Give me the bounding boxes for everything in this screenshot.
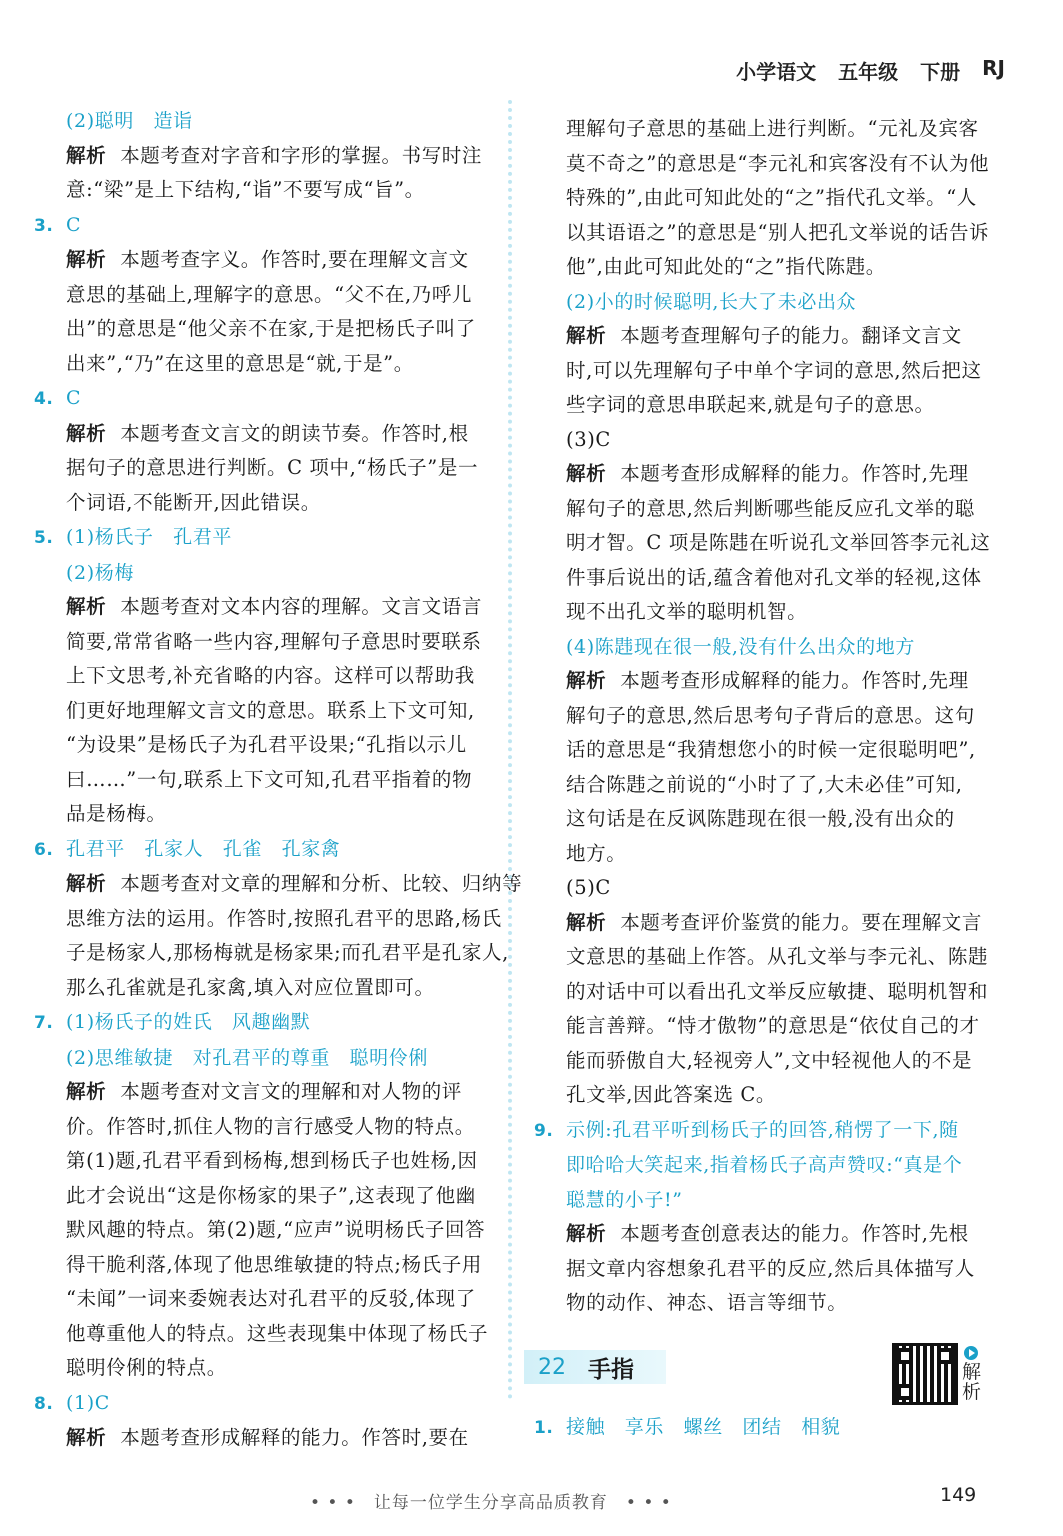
body-text: 他尊重他人的特点。这些表现集中体现了杨氏子 — [66, 1321, 489, 1345]
text-line — [30, 1317, 500, 1352]
text-line — [530, 1217, 1008, 1252]
answer-text: 即哈哈大笑起来,指着杨氏子高声赞叹:“真是个 — [566, 1154, 963, 1176]
text-line — [30, 659, 500, 694]
body-text: 这句话是在反讽陈韪现在很一般,没有出众的 — [566, 807, 955, 830]
body-text: 品是杨梅。 — [66, 802, 167, 825]
text-line — [530, 630, 1008, 665]
question-number: 5. — [34, 528, 54, 548]
qr-label: 解析 — [962, 1361, 982, 1403]
answer-text: (2)小的时候聪明,长大了未必出众 — [566, 290, 857, 313]
text-line — [530, 319, 1008, 354]
body-text: 得干脆利落,体现了他思维敏捷的特点;杨氏子用 — [66, 1252, 482, 1276]
text-line — [30, 590, 500, 625]
text-line — [530, 733, 1008, 768]
body-text: 据句子的意思进行判断。C 项中,“杨氏子”是一 — [66, 456, 479, 479]
text-line — [30, 1421, 500, 1456]
answer-text: C — [66, 387, 82, 409]
body-text: 默风趣的特点。第(2)题,“应声”说明杨氏子回答 — [66, 1218, 486, 1241]
body-text: 上下文思考,补充省略的内容。这样可以帮助我 — [66, 664, 475, 687]
text-line — [30, 278, 500, 313]
text-line — [30, 1075, 500, 1110]
body-text: 能言善辩。“恃才傲物”的意思是“依仗自己的才 — [566, 1014, 980, 1037]
text-line — [30, 208, 500, 244]
text-line — [30, 1144, 500, 1179]
text-line — [30, 139, 500, 174]
analysis-text: 本题考查对文言文的理解和对人物的评 — [120, 1080, 462, 1103]
text-line — [30, 1110, 500, 1145]
body-text: 能而骄傲自大,轻视旁人”,文中轻视他人的不是 — [566, 1048, 973, 1072]
analysis-tag: 解析 — [66, 421, 107, 445]
question-number: 1. — [534, 1418, 554, 1438]
text-line — [30, 971, 500, 1006]
page-header — [736, 56, 1005, 85]
body-text: 件事后说出的话,蕴含着他对孔文举的轻视,这体 — [566, 565, 982, 589]
text-line — [30, 1386, 500, 1422]
analysis-text: 本题考查对文章的理解和分析、比较、归纳等 — [120, 872, 523, 895]
footer-slogan: • • • 让每一位学生分享高品质教育 • • • — [310, 1493, 672, 1513]
analysis-text: 本题考查文言文的朗读节奏。作答时,根 — [120, 421, 469, 445]
text-line — [530, 1148, 1008, 1183]
body-text: 解句子的意思,然后判断哪些能反应孔文举的聪 — [566, 496, 975, 520]
body-text: 出来”,“乃”在这里的意思是“就,于是”。 — [66, 351, 414, 375]
text-line — [30, 832, 500, 868]
question-number: 3. — [34, 215, 54, 236]
text-line — [530, 768, 1008, 803]
analysis-text: 本题考查对字音和字形的掌握。书写时注 — [120, 143, 483, 167]
analysis-tag: 解析 — [566, 669, 607, 692]
header-grade: 五年级 — [838, 60, 899, 84]
header-volume: 下册 — [920, 60, 961, 84]
question-number: 4. — [34, 389, 54, 409]
text-line — [30, 381, 500, 417]
text-line — [30, 104, 500, 139]
text-line — [530, 250, 1008, 285]
body-text: 他”,由此可知此处的“之”指代陈韪。 — [566, 255, 886, 278]
text-line — [530, 940, 1008, 975]
text-line — [530, 1286, 1008, 1321]
analysis-tag: 解析 — [566, 324, 607, 347]
text-line — [530, 388, 1008, 423]
body-text: 莫不奇之”的意思是“李元礼和宾客没有不认为他 — [566, 151, 990, 175]
analysis-text: 本题考查创意表达的能力。作答时,先根 — [620, 1222, 969, 1245]
text-line — [530, 147, 1008, 182]
body-text: 结合陈韪之前说的“小时了了,大未必佳”可知, — [566, 772, 963, 796]
analysis-tag: 解析 — [566, 462, 607, 485]
analysis-text: 本题考查理解句子的能力。翻译文言文 — [620, 324, 962, 347]
answer-text: (4)陈韪现在很一般,没有什么出众的地方 — [566, 635, 915, 658]
text-line — [530, 595, 1008, 630]
answer-text: 接触 享乐 螺丝 团结 相貌 — [566, 1416, 841, 1438]
body-text: 以其语语之”的意思是“别人把孔文举说的话告诉 — [566, 220, 990, 244]
text-line — [530, 1113, 1008, 1149]
body-text: 个词语,不能断开,因此错误。 — [66, 490, 321, 514]
analysis-text: 本题考查形成解释的能力。作答时,先理 — [620, 462, 969, 485]
analysis-text: 本题考查形成解释的能力。作答时,先理 — [620, 669, 969, 692]
answer-text: 示例:孔君平听到杨氏子的回答,稍愣了一下,随 — [566, 1118, 959, 1141]
body-text: 孔文举,因此答案选 C。 — [566, 1083, 777, 1106]
text-line — [30, 694, 500, 729]
text-line — [530, 1252, 1008, 1287]
play-icon — [964, 1346, 978, 1360]
body-text: 意:“梁”是上下结构,“诣”不要写成“旨”。 — [66, 178, 425, 201]
text-line — [530, 457, 1008, 492]
body-text: 聪明伶俐的特点。 — [66, 1356, 227, 1379]
text-line — [530, 1044, 1008, 1079]
body-text: 的对话中可以看出孔文举反应敏捷、聪明机智和 — [566, 979, 989, 1003]
body-text: 现不出孔文举的聪明机智。 — [566, 600, 808, 623]
body-text: 那么孔雀就是孔家禽,填入对应位置即可。 — [66, 975, 435, 999]
body-text: 出”的意思是“他父亲不在家,于是把杨氏子叫了 — [66, 317, 476, 340]
body-text: 物的动作、神态、语言等细节。 — [566, 1291, 848, 1314]
header-subject: 小学语文 — [736, 60, 817, 84]
lesson-heading — [524, 1350, 666, 1384]
body-text: 第(1)题,孔君平看到杨梅,想到杨氏子也姓杨,因 — [66, 1149, 478, 1172]
analysis-tag: 解析 — [66, 248, 107, 271]
page-number: 149 — [940, 1484, 977, 1506]
lesson-number: 22 — [538, 1354, 566, 1380]
question-number: 6. — [34, 839, 54, 860]
text-line — [30, 936, 509, 971]
analysis-tag: 解析 — [66, 872, 107, 895]
body-text: 子是杨家人,那杨梅就是杨家果;而孔君平是孔家人, — [66, 941, 509, 964]
text-line — [530, 1183, 1008, 1218]
text-line — [30, 867, 523, 902]
analysis-text: 本题考查评价鉴赏的能力。要在理解文言 — [620, 910, 983, 934]
body-text: 明才智。C 项是陈韪在听说孔文举回答李元礼这 — [566, 531, 991, 554]
answer-text: (2)杨梅 — [66, 561, 134, 584]
text-line — [30, 417, 500, 452]
text-line — [530, 526, 1008, 561]
body-text: 理解句子意思的基础上进行判断。“元礼及宾客 — [566, 117, 979, 140]
text-line — [30, 797, 500, 832]
body-text: 思维方法的运用。作答时,按照孔君平的思路,杨氏 — [66, 906, 502, 930]
text-line — [30, 728, 500, 763]
analysis-tag: 解析 — [566, 910, 607, 934]
body-text: 些字词的意思串联起来,就是句子的意思。 — [566, 393, 935, 416]
answer-text: (1)杨氏子的姓氏 风趣幽默 — [66, 1011, 311, 1033]
text-line — [30, 173, 500, 208]
text-line — [30, 763, 500, 798]
text-line — [30, 486, 500, 521]
analysis-tag: 解析 — [66, 143, 107, 167]
text-line — [30, 243, 500, 278]
body-text: 曰……”一句,联系上下文可知,孔君平指着的物 — [66, 767, 473, 791]
text-line — [30, 1213, 500, 1248]
body-text: “为设果”是杨氏子为孔君平设果;“孔指以示儿 — [66, 733, 467, 756]
text-line — [30, 312, 500, 347]
body-text: 据文章内容想象孔君平的反应,然后具体描写人 — [566, 1256, 975, 1280]
text-line — [530, 181, 1008, 216]
body-text: 时,可以先理解句子中单个字词的意思,然后把这 — [566, 358, 982, 382]
body-text: 特殊的”,由此可知此处的“之”指代孔文举。“人 — [566, 186, 977, 209]
text-line — [530, 216, 1008, 251]
text-line — [30, 1282, 500, 1317]
text-line — [530, 975, 1008, 1010]
body-text: 价。作答时,抓住人物的言行感受人物的特点。 — [66, 1114, 475, 1138]
analysis-tag: 解析 — [566, 1222, 607, 1245]
header-edition: RJ — [982, 56, 1005, 80]
body-text: 话的意思是“我猜想您小的时候一定很聪明吧”, — [566, 738, 976, 761]
lesson-answer-1 — [530, 1410, 1046, 1446]
text-line — [30, 1179, 500, 1214]
analysis-tag: 解析 — [66, 1426, 107, 1449]
body-text: 们更好地理解文言文的意思。联系上下文可知, — [66, 698, 475, 722]
body-text: (3)C — [566, 427, 611, 451]
text-line — [30, 1351, 500, 1386]
text-line — [30, 1248, 500, 1283]
text-line — [530, 112, 1008, 147]
body-text: (5)C — [566, 876, 611, 899]
text-line — [530, 1009, 1008, 1044]
text-line — [530, 492, 1008, 527]
answer-text: (2)聪明 造诣 — [66, 110, 193, 132]
body-text: 地方。 — [566, 841, 627, 865]
text-line — [530, 664, 1008, 699]
lesson-name: 手指 — [588, 1356, 634, 1383]
answer-text: C — [66, 213, 82, 236]
analysis-text: 本题考查字义。作答时,要在理解文言文 — [120, 248, 469, 271]
analysis-tag: 解析 — [66, 595, 107, 618]
text-line — [30, 347, 500, 382]
answer-text: 孔君平 孔家人 孔雀 孔家禽 — [66, 837, 341, 860]
text-line — [30, 1005, 500, 1041]
text-line — [530, 354, 1008, 389]
answer-text: (2)思维敏捷 对孔君平的尊重 聪明伶俐 — [66, 1046, 428, 1069]
body-text: 解句子的意思,然后思考句子背后的意思。这句 — [566, 703, 975, 727]
body-text: 意思的基础上,理解字的意思。“父不在,乃呼儿 — [66, 282, 473, 306]
text-line — [30, 451, 500, 486]
text-line — [30, 520, 500, 556]
body-text: “未闻”一词来委婉表达对孔君平的反驳,体现了 — [66, 1287, 476, 1310]
analysis-tag: 解析 — [66, 1080, 107, 1103]
qr-code-icon[interactable] — [892, 1343, 958, 1405]
question-number: 9. — [534, 1120, 554, 1141]
question-number: 8. — [34, 1393, 54, 1414]
text-line — [30, 625, 500, 660]
text-line — [530, 802, 1008, 837]
answer-text: 聪慧的小子!” — [566, 1188, 683, 1211]
text-line — [30, 1041, 500, 1076]
left-column — [30, 104, 523, 1456]
text-line — [530, 837, 1008, 872]
answer-text: (1)杨氏子 孔君平 — [66, 526, 232, 548]
body-text: 此才会说出“这是你杨家的果子”,这表现了他幽 — [66, 1183, 476, 1207]
text-line — [30, 902, 500, 937]
text-line — [530, 285, 1008, 320]
text-line — [530, 1078, 1008, 1113]
answer-text: (1)C — [66, 1391, 110, 1414]
column-divider — [508, 100, 512, 1400]
analysis-text: 本题考查形成解释的能力。作答时,要在 — [120, 1426, 469, 1449]
text-line — [530, 871, 1008, 906]
text-line — [30, 556, 500, 591]
right-column — [530, 112, 1008, 1321]
analysis-text: 本题考查对文本内容的理解。文言文语言 — [120, 595, 483, 618]
question-number: 7. — [34, 1013, 54, 1033]
body-text: 文意思的基础上作答。从孔文举与李元礼、陈韪 — [566, 945, 989, 968]
text-line — [530, 906, 1008, 941]
text-line — [530, 699, 1008, 734]
text-line — [530, 561, 1008, 596]
body-text: 简要,常常省略一些内容,理解句子意思时要联系 — [66, 629, 482, 653]
text-line — [530, 423, 1008, 458]
